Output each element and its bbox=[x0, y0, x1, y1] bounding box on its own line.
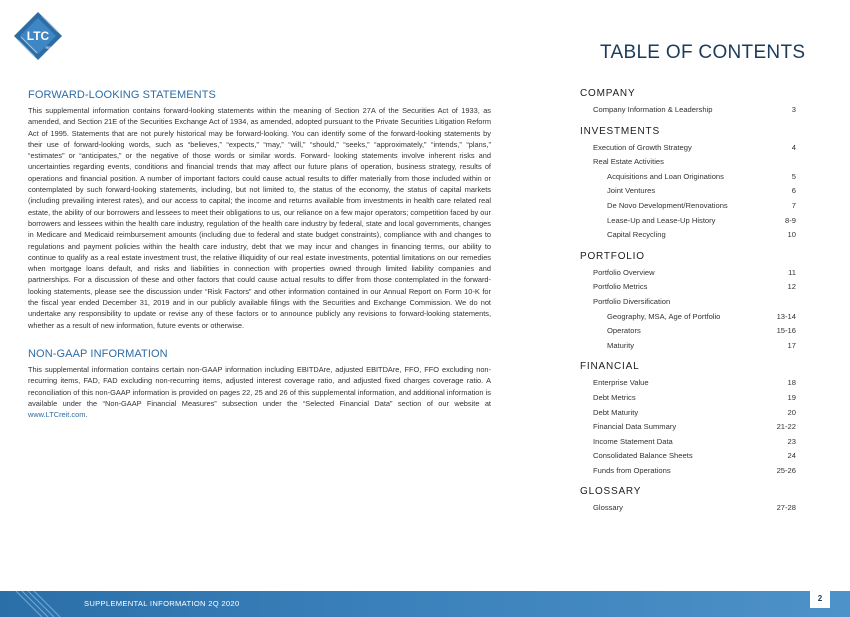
non-gaap-body bbox=[28, 364, 491, 420]
toc-entry-page: 12 bbox=[787, 282, 796, 292]
toc-entry-label: Consolidated Balance Sheets bbox=[593, 451, 693, 461]
toc-entry-label: Real Estate Activities bbox=[593, 157, 664, 167]
toc-entry[interactable] bbox=[580, 501, 796, 516]
toc-entry-label: Funds from Operations bbox=[593, 465, 671, 475]
forward-looking-heading: FORWARD-LOOKING STATEMENTS bbox=[28, 89, 216, 101]
toc-entry-label: Company Information & Leadership bbox=[593, 105, 713, 114]
toc-entry-label: Geography, MSA, Age of Portfolio bbox=[607, 311, 721, 321]
toc-entry-page: 20 bbox=[787, 407, 796, 417]
toc-entry-page: 15-16 bbox=[776, 326, 796, 336]
non-gaap-text: This supplemental information contains certain non-GAAP information including EBITDAre, adjusted EBITDAre, FFO, FFO excluding non-recurring items, FAD, FAD excluding non-recurring items, adjusted interest coverage ratio, and adjusted fixed charges coverage ratio. A reconciliation of this non-GAAP information is provided on pages 22, 25 and 26 of this supplemental information, and additional information is available under the “Non-GAAP Financial Measures” subsection under the “Selected Financial Data” section of our website at bbox=[28, 364, 491, 408]
toc-entry[interactable] bbox=[580, 141, 796, 156]
toc-entry-label: Maturity bbox=[607, 340, 635, 350]
toc-entry[interactable] bbox=[580, 295, 796, 310]
toc-entry[interactable] bbox=[580, 170, 796, 185]
toc-entry[interactable] bbox=[580, 406, 796, 421]
forward-looking-section bbox=[28, 89, 491, 331]
toc-entry-page: 23 bbox=[787, 436, 796, 446]
page-number: 2 bbox=[810, 590, 830, 608]
toc-entry-page: 17 bbox=[787, 340, 796, 350]
toc-entry-page: 10 bbox=[787, 230, 796, 240]
logo-subtext: REIT bbox=[45, 45, 55, 50]
toc-entry-page: 27-28 bbox=[776, 503, 796, 513]
toc-section-heading: COMPANY bbox=[580, 88, 636, 99]
toc-entry-label: De Novo Development/Renovations bbox=[607, 200, 728, 210]
toc-entry-page: 13-14 bbox=[776, 311, 796, 321]
toc-entry-label: Income Statement Data bbox=[593, 436, 673, 446]
toc-entry-label: Portfolio Metrics bbox=[593, 282, 648, 292]
toc-entry-page: 21-22 bbox=[776, 422, 796, 432]
toc-entry-label: Debt Maturity bbox=[593, 407, 639, 417]
toc-section bbox=[580, 251, 796, 354]
toc-entry-label: Debt Metrics bbox=[593, 392, 636, 402]
toc-entry-label: Financial Data Summary bbox=[593, 422, 677, 432]
toc-entry-page: 4 bbox=[791, 142, 796, 152]
toc-entry-label: Enterprise Value bbox=[593, 378, 649, 388]
toc-section-heading: FINANCIAL bbox=[580, 361, 640, 373]
toc-entry[interactable] bbox=[580, 420, 796, 435]
page-title: TABLE OF CONTENTS bbox=[600, 42, 806, 63]
toc-section-heading: GLOSSARY bbox=[580, 486, 642, 498]
toc-entry-label: Lease-Up and Lease-Up History bbox=[607, 215, 716, 225]
toc-entry-label: Glossary bbox=[593, 503, 623, 513]
non-gaap-section bbox=[28, 348, 491, 420]
table-of-contents bbox=[580, 88, 796, 524]
toc-entry-label: Execution of Growth Strategy bbox=[593, 142, 692, 152]
toc-entry[interactable] bbox=[580, 324, 796, 339]
website-link[interactable]: www.LTCreit.com bbox=[28, 410, 86, 420]
non-gaap-end: . bbox=[85, 410, 88, 420]
footer-stripes-decoration bbox=[6, 591, 76, 617]
toc-entry-page: 6 bbox=[791, 186, 796, 196]
toc-section bbox=[580, 486, 796, 516]
logo-text: LTC bbox=[26, 29, 50, 43]
toc-entry[interactable] bbox=[580, 184, 796, 199]
toc-entry[interactable] bbox=[580, 339, 796, 354]
left-column bbox=[28, 89, 491, 420]
toc-entry-page: 8-9 bbox=[785, 215, 796, 225]
toc-entry-page: 24 bbox=[787, 451, 796, 461]
toc-section bbox=[580, 361, 796, 478]
forward-looking-body: This supplemental information contains forward-looking statements within the meaning of Section 27A of the Securities Act of 1933, as amended, and Section 21E of the Securities Exchange Act of 1934, as amended, adopted pursuant to the Private Securities Litigation Reform Act of 1995. Statements that are not purely historical may be forward-looking. You can identify some of the forward-looking statements by their use of forward-looking words, such as “believes,” “expects,” “may,” “will,” “should,” “seeks,” “approximately,” “intends,” “plans,” “estimates” or “anticipates,” or the negative of those words or similar words. Forward- looking statements involve inherent risks and uncertainties regarding events, conditions and financial trends that may affect our future plans of operation, business strategy, results of operations and financial position. A number of important factors could cause actual results to differ materially from those included within or contemplated by such forward-looking statements, including, but not limited to, the status of the economy, the status of capital markets (including prevailing interest rates), and our access to capital; the income and returns available from investments in health care related real estate, the ability of our borrowers and lessees to meet their obligations to us, our reliance on a few major operators; competition faced by our borrowers and lessees within the health care industry, regulation of the health care industry by federal, state and local governments, changes in Medicare and Medicaid reimbursement amounts (including due to federal and state budget constraints), compliance with and changes to regulations and payment policies within the health care industry, debt that we may incur and changes in financing terms, our ability to continue to qualify as a real estate investment trust, the relative illiquidity of our real estate investments, potential limitations on our remedies when mortgage loans default, and risks and liabilities in connection with properties owned through limited liability companies and partnerships. For a discussion of these and other factors that could cause actual results to differ from those contemplated in the forward-looking statements, please see the discussion under “Risk Factors” and other information contained in our Annual Report on Form 10-K for the fiscal year ended December 31, 2019 and in our publicly available filings with the Securities and Exchange Commission. We do not undertake any responsibility to update or revise any of these factors or to announce publicly any revisions to forward-looking statements, whether as a result of new information, future events or otherwise. bbox=[28, 106, 491, 330]
toc-entry[interactable] bbox=[580, 391, 796, 406]
toc-entry-page: 19 bbox=[787, 392, 796, 402]
toc-section bbox=[580, 88, 796, 118]
toc-entry[interactable] bbox=[580, 103, 796, 118]
toc-section-heading: INVESTMENTS bbox=[580, 125, 660, 137]
toc-entry-label: Portfolio Diversification bbox=[593, 296, 671, 306]
toc-entry[interactable] bbox=[580, 155, 796, 170]
toc-entry-page: 5 bbox=[791, 171, 796, 181]
toc-entry[interactable] bbox=[580, 228, 796, 243]
toc-entry[interactable] bbox=[580, 266, 796, 281]
toc-entry[interactable] bbox=[580, 214, 796, 229]
toc-entry[interactable] bbox=[580, 310, 796, 325]
toc-entry[interactable] bbox=[580, 449, 796, 464]
toc-entry[interactable] bbox=[580, 280, 796, 295]
toc-entry-label: Joint Ventures bbox=[607, 186, 656, 196]
toc-entry-label: Operators bbox=[607, 326, 641, 336]
toc-entry-label: Portfolio Overview bbox=[593, 267, 655, 277]
toc-entry[interactable] bbox=[580, 464, 796, 479]
non-gaap-heading: NON-GAAP INFORMATION bbox=[28, 347, 168, 360]
toc-entry-page: 3 bbox=[791, 105, 796, 114]
toc-section bbox=[580, 126, 796, 243]
toc-entry-page: 11 bbox=[788, 267, 796, 277]
toc-section-heading: PORTFOLIO bbox=[580, 250, 645, 262]
toc-entry[interactable] bbox=[580, 435, 796, 450]
toc-entry[interactable] bbox=[580, 199, 796, 214]
toc-entry-label: Acquisitions and Loan Originations bbox=[607, 171, 724, 181]
toc-entry-page: 25-26 bbox=[776, 465, 796, 475]
toc-entry[interactable] bbox=[580, 376, 796, 391]
toc-entry-page: 18 bbox=[787, 378, 796, 388]
toc-entry-page: 7 bbox=[791, 200, 796, 210]
footer-text: SUPPLEMENTAL INFORMATION 2Q 2020 bbox=[84, 599, 240, 608]
ltc-reit-logo bbox=[12, 10, 64, 62]
footer-bar bbox=[0, 591, 850, 617]
toc-entry-label: Capital Recycling bbox=[607, 230, 666, 240]
